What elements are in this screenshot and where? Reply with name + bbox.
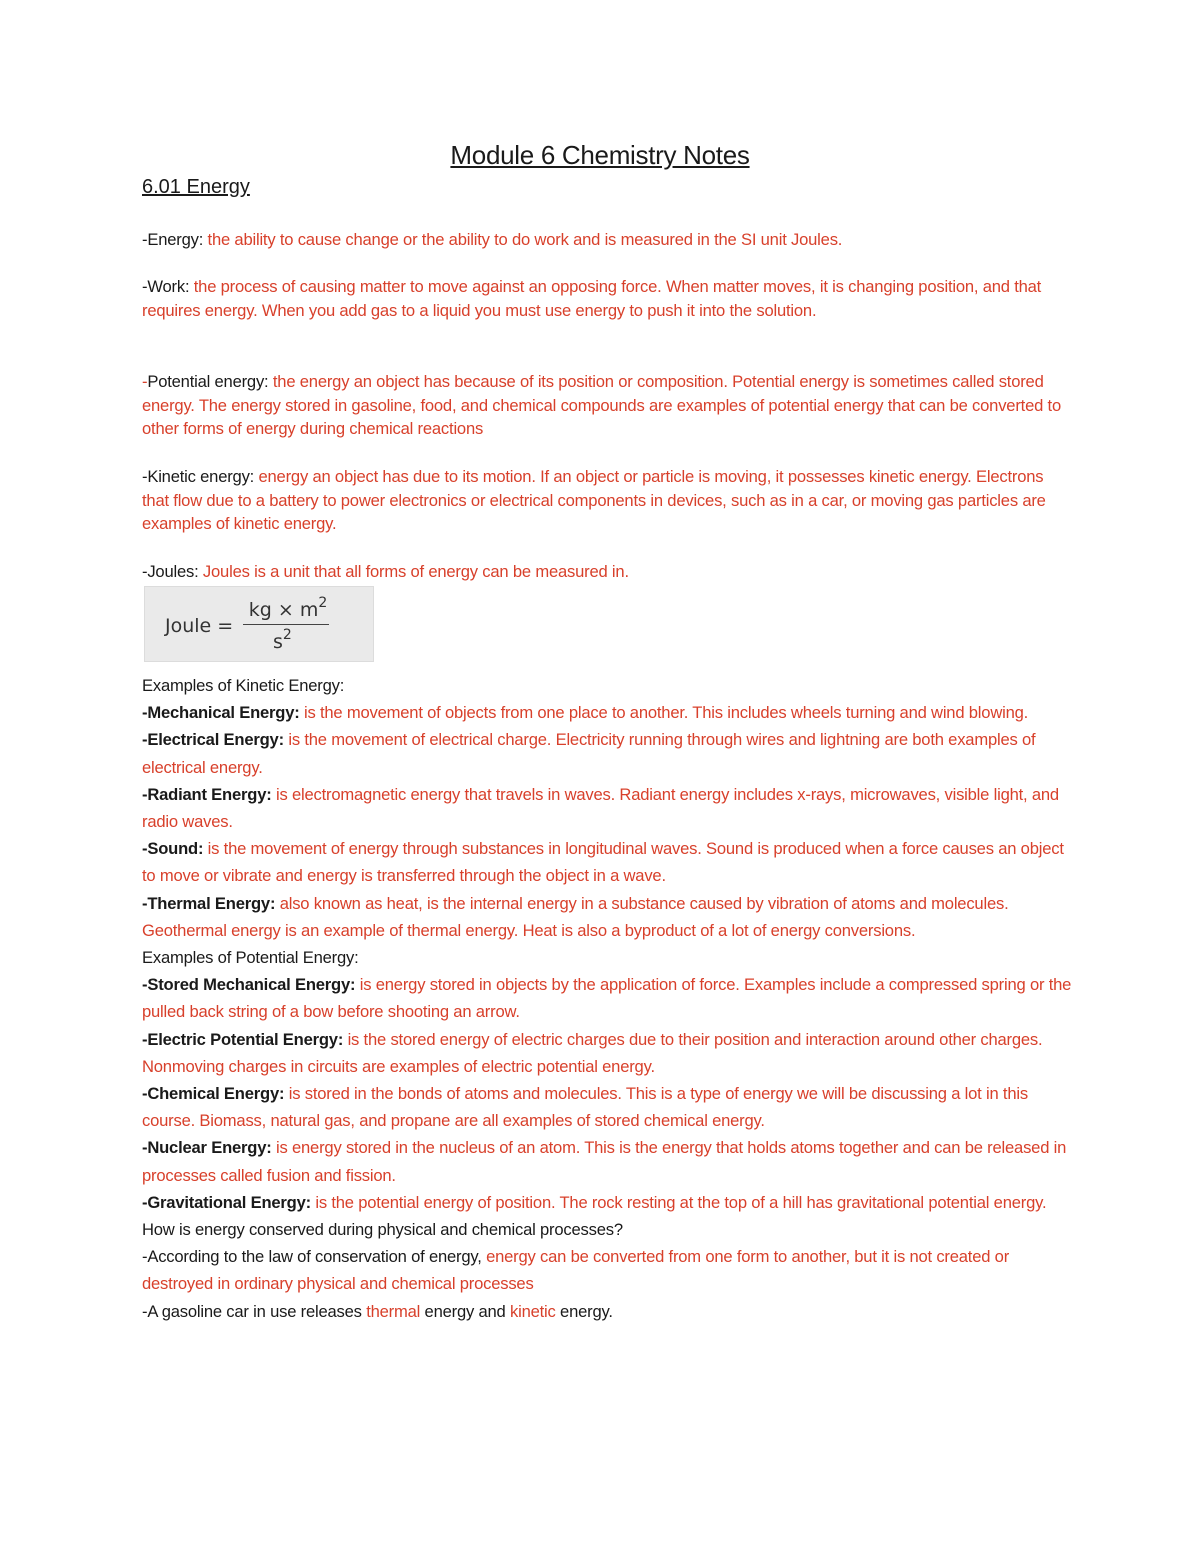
definition-text: energy an object has due to its motion. If an object or particle is moving, it possesses kinetic energy. Electrons that flow due to a battery to power electronics or electrical components in devices, such as in a car, or moving gas particles are examples of kinetic energy. <box>142 467 1046 534</box>
item-text: is electromagnetic energy that travels in waves. Radiant energy includes x-rays, microwaves, visible light, and radio waves. <box>142 784 1059 832</box>
kinetic-examples-heading: Examples of Kinetic Energy: <box>142 676 345 695</box>
car-text-c: energy. <box>555 1301 613 1321</box>
formula-numerator <box>243 595 333 621</box>
term-label: -Energy: <box>142 230 204 249</box>
item-term: -Electrical Energy: <box>142 730 284 750</box>
question-text: How is energy conserved during physical and chemical processes? <box>142 1220 623 1240</box>
term-label: -Work: <box>142 277 190 296</box>
denominator-exponent: 2 <box>282 627 292 643</box>
numerator-exponent: 2 <box>318 595 328 611</box>
item-text: also known as heat, is the internal energy in a substance caused by vibration of atoms and molecules. Geothermal energy is an example of thermal energy. Heat is also a byproduct of a lot of energy conversions. <box>142 893 1009 940</box>
item-text: is the movement of objects from one place to another. This includes wheels turning and wind blowing. <box>299 703 1029 723</box>
item-term: -Chemical Energy: <box>142 1084 285 1104</box>
term-label: -Kinetic energy: <box>142 467 255 486</box>
conservation-answer <box>142 1243 1072 1297</box>
definition-text: the ability to cause change or the ability to do work and is measured in the SI unit Joules. <box>203 230 843 249</box>
item-term: -Sound: <box>142 839 204 859</box>
list-item <box>142 1026 1072 1080</box>
list-item <box>142 726 1072 780</box>
definition-work <box>142 275 1062 322</box>
list-item <box>142 971 1072 1025</box>
term-label: -Joules: <box>142 562 199 581</box>
item-text: is the stored energy of electric charges due to their position and interaction around other charges. Nonmoving charges in circuits are examples of electric potential energy. <box>142 1029 1043 1076</box>
page-title: Module 6 Chemistry Notes <box>450 140 750 170</box>
joule-formula-image <box>144 586 374 662</box>
item-term: -Electric Potential Energy: <box>142 1029 344 1049</box>
definition-text: the process of causing matter to move against an opposing force. When matter moves, it is changing position, and that requires energy. When you add gas to a liquid you must use energy to push it into the solution. <box>142 277 1042 320</box>
item-text: is the movement of energy through substances in longitudinal waves. Sound is produced when a force causes an object to move or vibrate and energy is transferred through the object in a wave. <box>142 839 1064 886</box>
item-text: is stored in the bonds of atoms and molecules. This is a type of energy we will be discussing a lot in this course. Biomass, natural gas, and propane are all examples of stored chemical energy. <box>142 1084 1028 1131</box>
answer-lead: -According to the law of conservation of energy, <box>142 1247 482 1267</box>
car-text-a: -A gasoline car in use releases <box>142 1301 367 1321</box>
answer-text: energy can be converted from one form to another, but it is not created or destroyed in ordinary physical and chemical processes <box>142 1247 1010 1294</box>
fraction-bar <box>243 624 329 625</box>
section-heading: 6.01 Energy <box>142 176 250 198</box>
item-term: -Radiant Energy: <box>142 784 272 804</box>
item-term: -Nuclear Energy: <box>142 1138 272 1158</box>
list-item <box>142 781 1072 835</box>
car-kinetic: kinetic <box>510 1301 556 1321</box>
gasoline-car-note <box>142 1298 1072 1325</box>
item-term: -Gravitational Energy: <box>142 1192 311 1212</box>
item-text: is the potential energy of position. The rock resting at the top of a hill has gravitational potential energy. <box>310 1192 1047 1212</box>
term-label: Potential energy: <box>147 372 269 391</box>
item-text: is energy stored in objects by the application of force. Examples include a compressed spring or the pulled back string of a bow before shooting an arrow. <box>142 975 1072 1022</box>
list-item <box>142 1189 1072 1216</box>
definition-kinetic-energy <box>142 465 1062 536</box>
car-thermal: thermal <box>366 1301 421 1321</box>
list-item <box>142 890 1072 944</box>
item-term: -Thermal Energy: <box>142 893 276 913</box>
definition-potential-energy <box>142 370 1062 441</box>
list-item <box>142 835 1072 889</box>
denominator-text: s <box>273 631 283 653</box>
list-item <box>142 699 1072 726</box>
conservation-question <box>142 1216 1072 1243</box>
definition-energy <box>142 228 1062 252</box>
item-term: -Stored Mechanical Energy: <box>142 975 356 995</box>
item-text: is the movement of electrical charge. Electricity running through wires and lightning are both examples of electrical energy. <box>142 730 1036 777</box>
list-item <box>142 1080 1072 1134</box>
car-text-b: energy and <box>420 1301 510 1321</box>
numerator-text: kg × m <box>248 599 319 621</box>
formula-fraction <box>243 595 333 653</box>
item-text: is energy stored in the nucleus of an atom. This is the energy that holds atoms together and can be released in processes called fusion and fission. <box>142 1138 1067 1185</box>
definition-text: Joules is a unit that all forms of energy can be measured in. <box>198 562 629 581</box>
energy-examples <box>142 672 1072 1325</box>
item-term: -Mechanical Energy: <box>142 703 300 723</box>
formula-denominator <box>243 627 333 653</box>
definition-text: the energy an object has because of its position or composition. Potential energy is sometimes called stored energy. The energy stored in gasoline, food, and chemical compounds are examples of potential energy that can be converted to other forms of energy during chemical reactions <box>142 372 1061 439</box>
potential-examples-heading: Examples of Potential Energy: <box>142 948 359 968</box>
formula-label: Joule = <box>165 615 234 637</box>
list-item <box>142 1134 1072 1188</box>
definition-joules <box>142 560 1062 584</box>
term-dash: - <box>142 372 148 391</box>
